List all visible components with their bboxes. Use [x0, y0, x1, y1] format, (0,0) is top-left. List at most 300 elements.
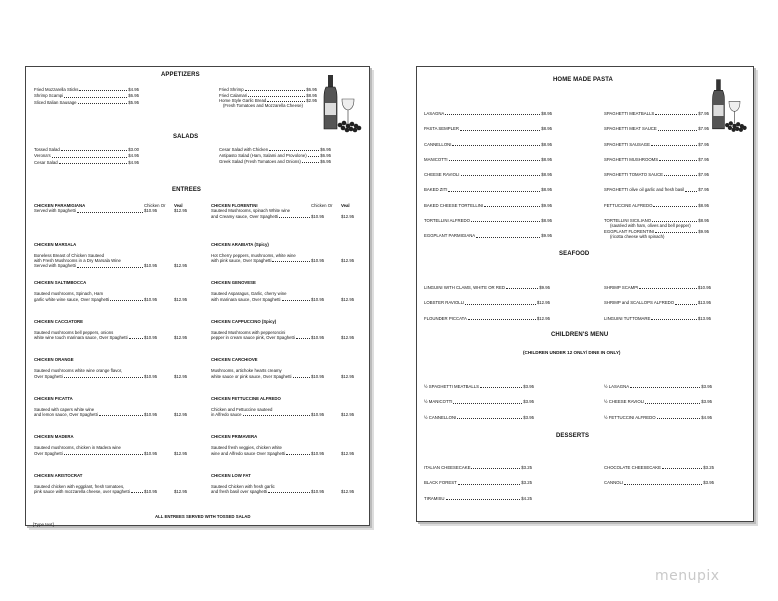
entree-name: CHICKEN PARAMIGIANA: [34, 203, 86, 208]
entree-desc: Sauteed Mushrooms with pepperoncini: [211, 329, 286, 335]
menu-item: [604, 157, 709, 162]
menu-item: [34, 93, 139, 98]
menu-item-name: ½ SPAGHETTI MEATBALLS: [424, 384, 479, 389]
entree-name: CHICKEN CACCIATORE: [34, 318, 84, 324]
menu-item-price: $3.95: [523, 384, 534, 389]
menu-item-price: $2.95: [306, 98, 317, 104]
menu-item: [424, 203, 552, 208]
entree-price-veal: $12.95: [341, 373, 355, 379]
entree-desc: in Alfredo sauce: [211, 412, 242, 418]
menu-item: [424, 300, 550, 305]
menu-item-price: $4.95: [128, 153, 139, 159]
dot-leader: [506, 288, 538, 289]
menu-item-name: ½ LASAGNA: [604, 384, 630, 389]
entree-price-veal: $12.95: [174, 296, 188, 302]
dot-leader: [286, 454, 310, 455]
menu-item-name: CHEESE RAVIOLI: [424, 172, 460, 178]
menu-item-name: ½ FETTUCCINI ALFREDO: [604, 414, 656, 420]
entree-desc-line: [34, 297, 194, 302]
entree-name: CHICKEN LOW FAT: [211, 472, 251, 478]
entree-desc: wine and Alfredo sauce Over Spaghetti: [211, 450, 286, 456]
entree-block: [34, 280, 194, 319]
menu-item-name: ½ CHEESE RAVIOLI: [604, 399, 645, 405]
dot-leader: [64, 97, 127, 98]
menu-item-name: FETTUCCINE ALFREDO: [604, 202, 653, 208]
entree-desc: garlic white wine sauce, Over Spaghetti: [34, 296, 110, 302]
entrees-right-column: [211, 203, 361, 511]
entree-name: CHICKEN FLORENTINI: [211, 203, 258, 208]
entrees-footer: ALL ENTREES SERVED WITH TOSSED SALAD: [155, 514, 251, 519]
entree-header: [34, 280, 194, 285]
entree-desc: Sauteed mushrooms white wine orange flavor,: [34, 368, 123, 374]
entree-desc: pepper in cream sauce pink, Over Spaghetti: [211, 335, 295, 341]
entree-desc-line: [211, 412, 361, 417]
menu-item: [604, 465, 714, 470]
left-menu-page: [25, 66, 370, 526]
menu-item-name: LASAGNA: [424, 111, 445, 116]
menu-item-price: $3.95: [523, 414, 534, 420]
entree-desc-line: [211, 297, 361, 302]
entree-desc: Sauteed Asparagus, Garlic, cherry wine: [211, 291, 287, 297]
menu-item: [604, 415, 712, 420]
entree-desc: Sauteed fresh veggies, chicken white: [211, 445, 282, 451]
dot-leader: [662, 468, 702, 469]
menu-item-name: EGGPLANT FLORENTINI: [604, 228, 655, 234]
entree-desc-leader: [34, 208, 144, 213]
entree-header: [211, 319, 361, 324]
entree-desc: and fresh basil over spaghetti: [211, 489, 268, 495]
entree-desc: Served with Spaghetti: [34, 263, 76, 269]
childrens-right-list: [604, 384, 712, 430]
menu-item-name: LOBSTER RAVIOLLI: [424, 300, 465, 306]
entree-header: [34, 473, 194, 478]
menu-item-price: $3.25: [521, 465, 532, 470]
dot-leader: [645, 403, 700, 404]
menu-item-name: SPAGHETTI SAUSAGE: [604, 141, 651, 147]
entree-block: [211, 203, 361, 242]
menu-item-price: $8.95: [541, 172, 552, 178]
menu-item: [34, 160, 139, 165]
entree-desc: Over Spaghetti: [34, 373, 63, 379]
menu-item-price: $8.95: [698, 202, 709, 208]
menu-item: [219, 87, 317, 92]
entree-price-veal: $12.95: [341, 335, 355, 341]
menu-item-price: $8.95: [541, 156, 552, 162]
menu-item: [604, 111, 709, 116]
florentini-note: (ricotta cheese with spinach): [610, 233, 665, 239]
entree-desc-leader: [34, 263, 144, 268]
entree-desc-line: [34, 451, 194, 456]
menu-item-price: $9.95: [698, 228, 709, 234]
entree-block: [211, 242, 361, 281]
col-header-chicken: Chicken Or: [144, 203, 166, 208]
menu-item: [219, 147, 331, 152]
desserts-left-list: [424, 465, 532, 511]
menu-item: [219, 159, 331, 164]
entree-name: CHICKEN ARABIATA (Spicy): [211, 241, 269, 247]
pasta-title: HOME MADE PASTA: [553, 77, 613, 83]
menu-item: [424, 399, 534, 404]
menu-item: [424, 384, 534, 389]
appetizers-title: APPETIZERS: [161, 72, 200, 78]
entree-price-chicken: $10.95: [144, 296, 158, 302]
dot-leader: [452, 145, 540, 146]
dot-leader: [248, 96, 305, 97]
entree-price-veal: $12.95: [174, 373, 188, 379]
entree-name: CHICKEN CARCHIOVE: [211, 357, 258, 362]
menu-item-price: $4.25: [521, 495, 532, 501]
menu-item: [424, 172, 552, 177]
menu-item-price: $3.95: [523, 399, 534, 405]
dot-leader: [480, 387, 522, 388]
col-header-veal: Veal: [341, 203, 350, 208]
dot-leader: [445, 114, 540, 115]
entree-price-veal: $12.95: [341, 489, 355, 495]
dot-leader: [465, 304, 536, 305]
dot-leader: [468, 319, 536, 320]
entree-desc-line: [211, 258, 361, 263]
entree-header: [211, 396, 361, 401]
menu-item: [34, 153, 139, 158]
dot-leader: [64, 454, 143, 455]
dot-leader: [651, 145, 697, 146]
entree-price-chicken: $10.95: [311, 412, 325, 418]
dot-leader: [655, 114, 697, 115]
wine-bottle-illustration: [707, 75, 751, 135]
menu-item: [219, 153, 331, 158]
entree-price-veal: $12.95: [341, 258, 355, 264]
menu-item-name: Verona's: [34, 153, 51, 159]
dot-leader: [449, 160, 541, 161]
entree-block: [34, 473, 194, 512]
dot-leader: [448, 191, 540, 192]
entree-desc-line: [211, 451, 361, 456]
menu-item-price: $6.95: [320, 159, 331, 165]
entree-desc: Sauteed with capers white wine: [34, 406, 95, 412]
menu-item-name: Shrimp Scampi: [34, 93, 64, 99]
entree-desc: Sauteed mushrooms, chicken in Madera wine: [34, 445, 121, 451]
dot-leader: [129, 338, 143, 339]
desserts-title: DESSERTS: [556, 433, 590, 439]
menu-item-name: BAKED CHEESE TORTELLINI: [424, 202, 484, 208]
childrens-menu-subtitle: (CHILDREN UNDER 12 ONLY/ DINE IN ONLY): [523, 350, 621, 355]
menu-item-price: $7.95: [698, 126, 709, 132]
menu-item: [604, 399, 712, 404]
menu-item-price: $3.25: [521, 480, 532, 486]
menu-item-name: Sliced Italian Sausage: [34, 99, 77, 105]
dot-leader: [675, 304, 697, 305]
entree-block: [211, 357, 361, 396]
salads-right-list: [219, 147, 331, 165]
entree-block: [211, 280, 361, 319]
entree-header: [211, 280, 361, 285]
dot-leader: [624, 484, 702, 485]
entree-price-chicken: $10.95: [311, 213, 325, 219]
entree-price-chicken: $10.95: [144, 489, 158, 495]
dot-leader: [308, 156, 320, 157]
appetizer-note: (Fresh Tomatoes and Mozzarella Cheese): [223, 103, 303, 108]
dot-leader: [64, 377, 143, 378]
dot-leader: [110, 300, 143, 301]
menu-item-price: $3.95: [701, 384, 712, 389]
menu-item-price: $9.95: [541, 233, 552, 239]
menu-item-name: LINGUINI WITH CLAMS, WHITE OR RED: [424, 285, 505, 290]
menu-item-name: ITALIAN CHEESECAKE: [424, 465, 471, 470]
menu-item-price: $4.95: [128, 87, 139, 92]
menu-item-price: $8.95: [698, 218, 709, 224]
menu-item-price: $8.95: [541, 187, 552, 193]
dot-leader: [460, 130, 540, 131]
entree-desc: Sauteed chicken with eggplant, fresh tomatoes,: [34, 483, 125, 489]
dot-leader: [293, 377, 311, 378]
entree-name: CHICKEN MADERA: [34, 434, 74, 439]
entree-price-veal: $12.95: [174, 412, 188, 418]
entree-name: CHICKEN MARSALA: [34, 241, 77, 247]
menu-item-price: $12.95: [536, 300, 550, 306]
menu-item-price: $7.95: [698, 187, 709, 193]
menu-item-name: SHRIMP SCAMPI: [604, 285, 639, 290]
menu-item-name: ½ MANICOTTI: [424, 399, 453, 405]
seafood-left-list: [424, 285, 550, 331]
entree-desc-leader: [211, 451, 311, 456]
menu-item-name: Antipasto Salad (Ham, Salami and Provolone): [219, 153, 307, 159]
entree-price-veal: $12.95: [174, 208, 188, 214]
entree-desc: and Creamy sauce, Over Spaghetti: [211, 213, 279, 219]
menu-item-name: TORTELLINI ALFREDO: [424, 218, 470, 224]
entree-desc-leader: [211, 335, 311, 340]
menu-item-name: CANNOLI: [604, 480, 624, 486]
entree-header: [211, 473, 361, 478]
menu-item-name: MANICOTTI: [424, 156, 448, 162]
menu-item: [424, 480, 532, 485]
menu-item-name: SPAGHETTI MEATBALLS: [604, 111, 655, 116]
menu-item-price: $3.95: [703, 480, 714, 486]
menu-item-name: Fried Mozzarella Sticks: [34, 87, 79, 92]
entree-name: CHICKEN GENOVESE: [211, 280, 256, 285]
entree-price-chicken: $10.95: [144, 335, 158, 341]
menu-item: [424, 142, 552, 147]
menu-item-price: $6.95: [306, 87, 317, 92]
entree-name: CHICKEN PICATTA: [34, 395, 73, 401]
entree-desc: Sauteed Mushrooms, spinach White wine: [211, 208, 291, 214]
menu-item: [604, 203, 709, 208]
entree-price-veal: $12.95: [174, 335, 188, 341]
menu-item: [604, 126, 709, 131]
entree-price-veal: $12.95: [341, 412, 355, 418]
menu-item-price: $4.95: [701, 414, 712, 420]
entree-desc-leader: [34, 297, 144, 302]
dot-leader: [658, 130, 697, 131]
entree-name: CHICKEN CAPPUCCINO (Spicy): [211, 318, 277, 324]
col-header-veal: Veal: [174, 203, 183, 208]
entree-block: [211, 319, 361, 358]
menu-item-price: $7.95: [698, 111, 709, 116]
menu-item-name: SPAGHETTI TOMATO SAUCE: [604, 172, 664, 178]
menu-item: [34, 100, 139, 105]
menu-item-price: $4.95: [128, 159, 139, 165]
menu-item-name: SPAGHETTI olive oil garlic and fresh basil: [604, 187, 685, 193]
menu-item-name: EGGPLANT PARMIGIANA: [424, 233, 476, 239]
dot-leader: [77, 267, 143, 268]
entree-desc-leader: [34, 374, 144, 379]
dot-leader: [659, 160, 697, 161]
menu-item-price: $10.95: [697, 285, 711, 290]
dot-leader: [664, 175, 697, 176]
menu-item-price: $7.95: [698, 141, 709, 147]
menu-item-name: TIRAMISU: [424, 495, 445, 501]
entree-price-chicken: $10.95: [144, 450, 158, 456]
menu-item: [424, 496, 532, 501]
entree-desc-leader: [211, 489, 311, 494]
entree-desc-leader: [34, 451, 144, 456]
dot-leader: [453, 403, 522, 404]
dot-leader: [461, 175, 541, 176]
entree-desc: white sauce or pink sauce, Over Spaghetti: [211, 373, 292, 379]
entree-price-chicken: $10.95: [311, 489, 325, 495]
appetizers-right-list: [219, 87, 317, 104]
menu-item-name: PASTA SEMPLER: [424, 126, 459, 132]
entree-block: [34, 203, 194, 242]
entrees-title: ENTREES: [172, 187, 202, 193]
entree-desc: Boneless Breast of Chicken Sauteed: [34, 252, 104, 258]
entree-header: [34, 396, 194, 401]
entree-price-chicken: $10.95: [144, 373, 158, 379]
entree-desc-line: [211, 374, 361, 379]
type-text-placeholder: [Type text]: [33, 522, 54, 527]
entree-desc: Sauteed Chicken with fresh garlic: [211, 483, 275, 489]
entree-header: [211, 242, 361, 247]
menu-item-name: Cesar Salad: [34, 159, 58, 165]
menu-item-price: $7.95: [698, 156, 709, 162]
entree-price-veal: $12.95: [174, 450, 188, 456]
entrees-left-column: [34, 203, 194, 511]
tortellini-note: (sautéed with ham, olives and bell pepper): [610, 223, 691, 229]
dot-leader: [269, 150, 319, 151]
entree-desc-line: [34, 335, 194, 340]
entree-desc-line: [34, 374, 194, 379]
entree-desc: Over Spaghetti: [34, 450, 63, 456]
dot-leader: [131, 492, 143, 493]
menu-item: [604, 285, 711, 290]
pasta-right-list: [604, 111, 709, 239]
childrens-left-list: [424, 384, 534, 430]
entree-price-veal: $12.95: [341, 213, 355, 219]
dot-leader: [52, 157, 128, 158]
entree-desc: with Fresh Mushrooms in a Dry Marsala Wine: [34, 258, 121, 264]
entree-block: [34, 242, 194, 281]
menu-item: [34, 87, 139, 92]
dot-leader: [272, 261, 310, 262]
menu-item-name: LINGUINI TUTTOMARE: [604, 315, 651, 321]
menu-item-name: Fried Calamari: [219, 92, 248, 98]
menu-item: [34, 147, 139, 152]
menu-item: [424, 187, 552, 192]
dot-leader: [457, 418, 522, 419]
entree-desc-leader: [34, 335, 144, 340]
menu-item: [424, 233, 552, 238]
entree-price-chicken: $10.95: [144, 208, 158, 214]
menu-item-name: Tossed Salad: [34, 147, 60, 152]
menu-item-name: Fried Shrimp: [219, 87, 244, 92]
menu-item: [604, 142, 709, 147]
entree-price-veal: $12.95: [341, 450, 355, 456]
menu-item-price: $3.95: [701, 399, 712, 405]
menu-item: [424, 316, 550, 321]
dot-leader: [77, 212, 143, 213]
dot-leader: [471, 468, 520, 469]
dot-leader: [484, 206, 540, 207]
entree-desc-line: [211, 489, 361, 494]
menu-item-price: $8.95: [541, 126, 552, 132]
entree-desc: Sauteed mushrooms, Spinach, Ham: [34, 291, 104, 297]
entree-price-chicken: $10.95: [144, 412, 158, 418]
menu-item: [424, 157, 552, 162]
entree-desc-leader: [34, 489, 144, 494]
menu-item: [219, 93, 317, 98]
entree-price-chicken: $10.95: [311, 258, 325, 264]
menu-item-name: FLOUNDER PICCATA: [424, 315, 467, 321]
col-header-chicken: Chicken Or: [311, 203, 333, 208]
menu-item-name: SPAGHETTI MEAT SAUCE: [604, 126, 657, 132]
menu-item-price: $6.95: [320, 153, 331, 159]
menu-item-name: SHRIMP and SCALLOPS ALFREDO: [604, 300, 675, 306]
menu-item: [604, 187, 709, 192]
menu-item-price: $8.95: [541, 141, 552, 147]
entree-desc-leader: [34, 412, 144, 417]
dot-leader: [243, 415, 310, 416]
dot-leader: [630, 387, 700, 388]
entree-header: [211, 434, 361, 439]
menu-item: [604, 172, 709, 177]
entree-price-veal: $12.95: [174, 489, 188, 495]
dot-leader: [282, 300, 311, 301]
menu-item-price: $3.25: [703, 465, 714, 470]
dot-leader: [458, 484, 521, 485]
menu-item-name: BAKED ZITI: [424, 187, 448, 193]
desserts-right-list: [604, 465, 714, 496]
menu-item-price: $8.95: [306, 92, 317, 98]
dot-leader: [59, 163, 128, 164]
dot-leader: [685, 191, 697, 192]
menu-item-name: Cesar Salad with Chicken: [219, 147, 269, 152]
menu-item-price: $9.95: [541, 202, 552, 208]
entree-block: [34, 396, 194, 435]
dot-leader: [651, 319, 696, 320]
entree-block: [34, 357, 194, 396]
seafood-title: SEAFOOD: [559, 251, 590, 257]
entree-block: [211, 396, 361, 435]
entree-desc-line: [34, 412, 194, 417]
menu-item-name: ½ CANNELLONI: [424, 414, 457, 420]
entree-desc-leader: [211, 214, 311, 219]
menu-item: [424, 126, 552, 131]
pasta-left-list: [424, 111, 552, 249]
entree-desc: pink sauce with mozzarella cheese, over spaghetti: [34, 489, 130, 495]
salads-left-list: [34, 147, 139, 166]
dot-leader: [245, 90, 306, 91]
entree-desc-leader: [211, 412, 311, 417]
menu-item-price: $3.00: [128, 147, 139, 152]
right-menu-page: [416, 66, 754, 522]
dot-leader: [302, 162, 319, 163]
menu-item-name: TORTELLINI SICILIANO: [604, 218, 652, 224]
dot-leader: [279, 217, 310, 218]
entree-desc: white wine touch marinara sauce, Over Spaghetti: [34, 335, 128, 341]
entree-header: [34, 434, 194, 439]
entree-header: [34, 242, 194, 247]
salads-title: SALADS: [173, 134, 199, 140]
menu-item-price: $13.95: [697, 315, 711, 321]
